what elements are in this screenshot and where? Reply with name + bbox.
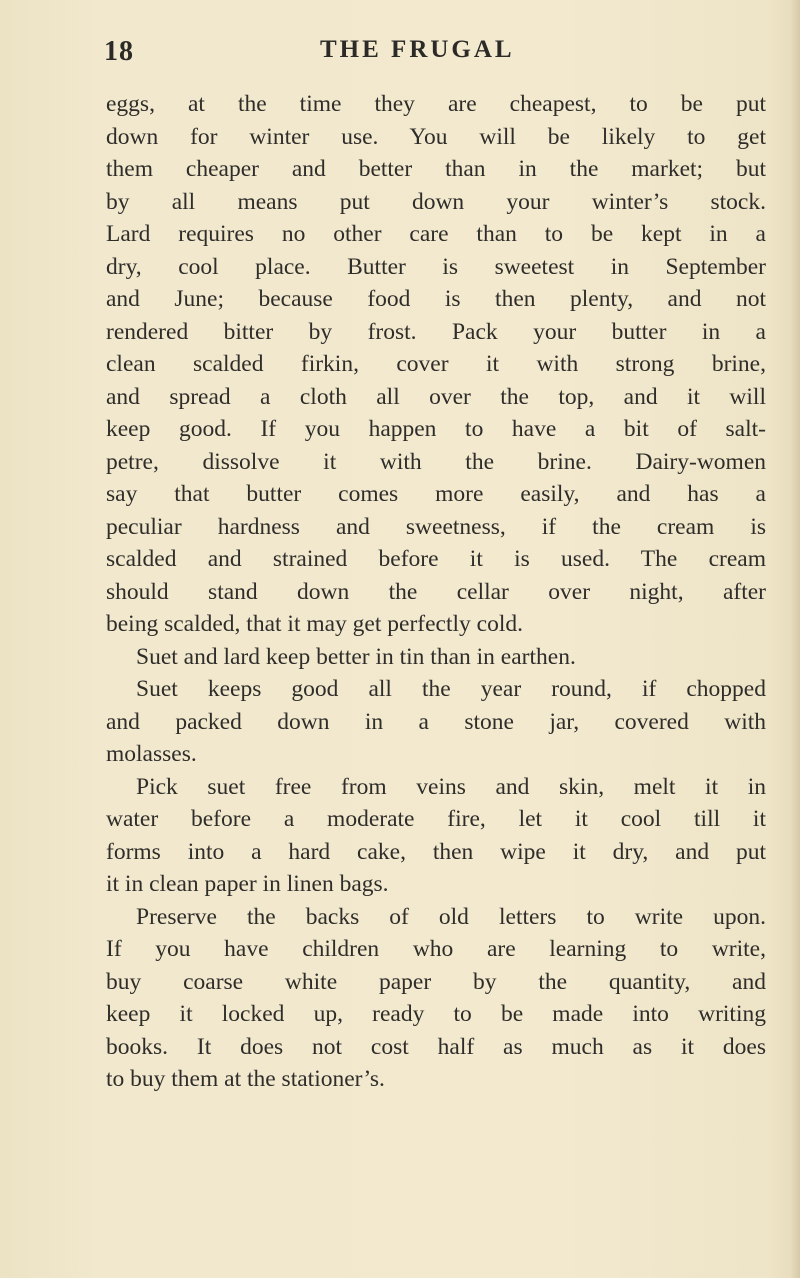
text-line: forms into a hard cake, then wipe it dry, and put <box>106 838 766 865</box>
text-line: books. It does not cost half as much as it does <box>106 1033 766 1060</box>
text-line: keep it locked up, ready to be made into writing <box>106 1001 766 1027</box>
text-line: clean scalded firkin, cover it with strong brine, <box>106 351 766 377</box>
text-line: keep good. If you happen to have a bit of salt- <box>106 416 766 442</box>
text-line: water before a moderate fire, let it cool till it <box>106 806 766 832</box>
text-line: buy coarse white paper by the quantity, and <box>106 968 766 995</box>
text-line: Suet keeps good all the year round, if chopped <box>136 676 766 702</box>
running-head: THE FRUGAL <box>320 36 515 63</box>
text-line: scalded and strained before it is used. The cream <box>106 546 766 572</box>
page-header <box>0 36 800 76</box>
page-number: 18 <box>104 36 134 67</box>
text-line: down for winter use. You will be likely to get <box>106 123 766 150</box>
text-line: them cheaper and better than in the market; but <box>106 156 766 182</box>
text-line: Suet and lard keep better in tin than in earthen. <box>136 643 576 670</box>
text-line: say that butter comes more easily, and has a <box>106 481 766 507</box>
text-line: it in clean paper in linen bags. <box>106 871 389 897</box>
text-line: molasses. <box>106 741 197 767</box>
text-line: by all means put down your winter’s stock. <box>106 188 766 215</box>
text-line: dry, cool place. Butter is sweetest in September <box>106 253 766 280</box>
text-line: and packed down in a stone jar, covered with <box>106 708 766 735</box>
text-line: rendered bitter by frost. Pack your butter in a <box>106 318 766 345</box>
text-line: Lard requires no other care than to be kept in a <box>106 221 766 247</box>
text-line: If you have children who are learning to write, <box>106 936 766 962</box>
text-line: Pick suet free from veins and skin, melt it in <box>136 773 766 800</box>
text-line: eggs, at the time they are cheapest, to be put <box>106 91 766 117</box>
text-line: Preserve the backs of old letters to write upon. <box>136 903 766 930</box>
text-line: and June; because food is then plenty, and not <box>106 286 766 312</box>
text-line: peculiar hardness and sweetness, if the cream is <box>106 513 766 540</box>
text-line: and spread a cloth all over the top, and it will <box>106 383 766 410</box>
text-line: should stand down the cellar over night, after <box>106 578 766 605</box>
text-line: petre, dissolve it with the brine. Dairy-women <box>106 448 766 475</box>
text-line: to buy them at the stationer’s. <box>106 1066 385 1092</box>
text-line: being scalded, that it may get perfectly cold. <box>106 611 523 637</box>
body-text <box>106 88 766 1096</box>
